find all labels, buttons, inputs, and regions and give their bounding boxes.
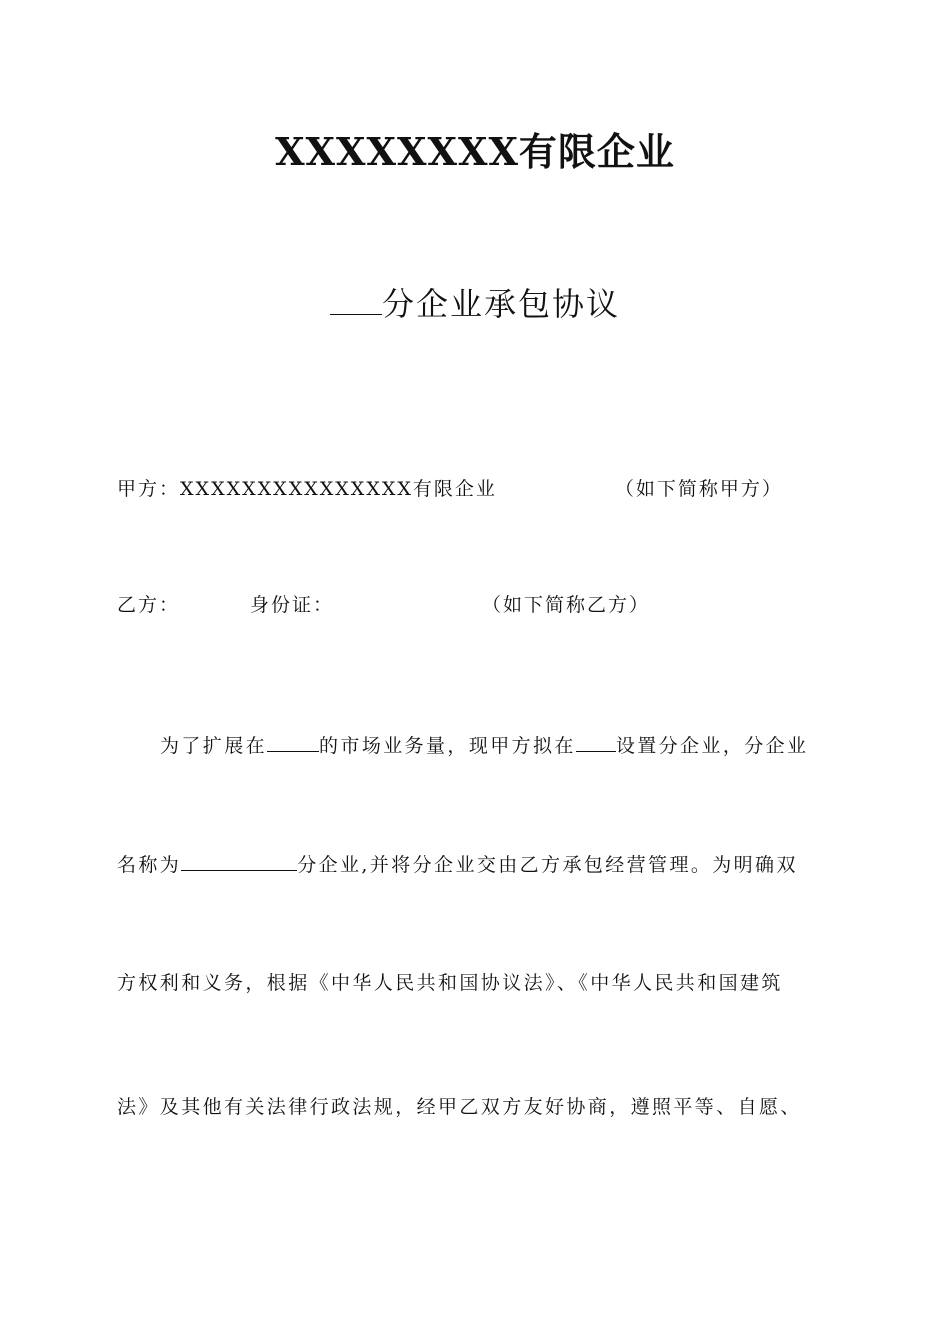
- paragraph-line-3: 方权利和义务，根据《中华人民共和国协议法》、《中华人民共和国建筑: [117, 972, 783, 994]
- subtitle-text: 分企业承包协议: [381, 285, 620, 323]
- market-blank: [267, 734, 319, 752]
- text-segment: 的市场业务量，现甲方拟在: [319, 735, 576, 757]
- text-segment: 名称为: [117, 854, 182, 876]
- party-a-line: [117, 474, 783, 504]
- paragraph-line-4: 法》及其他有关法律行政法规，经甲乙双方友好协商，遵照平等、自愿、: [117, 1096, 802, 1118]
- party-a-note: （如下简称甲方）: [614, 478, 783, 500]
- location-blank: [576, 734, 616, 752]
- agreement-title: [0, 282, 950, 326]
- branch-name-blank: [181, 853, 297, 871]
- subtitle-blank: [330, 285, 382, 315]
- text-segment: 分企业,并将分企业交由乙方承包经营管理。为明确双: [297, 854, 798, 876]
- paragraph-line-1: [160, 731, 834, 761]
- party-a-name: XXXXXXXXXXXXXXX有限企业: [180, 478, 497, 500]
- company-title: XXXXXXXX有限企业: [275, 129, 675, 174]
- party-b-id-label: 身份证：: [250, 594, 335, 616]
- party-a-label: 甲方：: [117, 478, 181, 500]
- paragraph-line-2: [117, 850, 833, 880]
- party-b-line: [117, 590, 650, 620]
- party-b-label: 乙方：: [117, 594, 181, 616]
- text-segment: 为了扩展在: [160, 735, 268, 757]
- text-segment: 设置分企业，分企业: [615, 735, 809, 757]
- party-b-note: （如下简称乙方）: [482, 594, 651, 616]
